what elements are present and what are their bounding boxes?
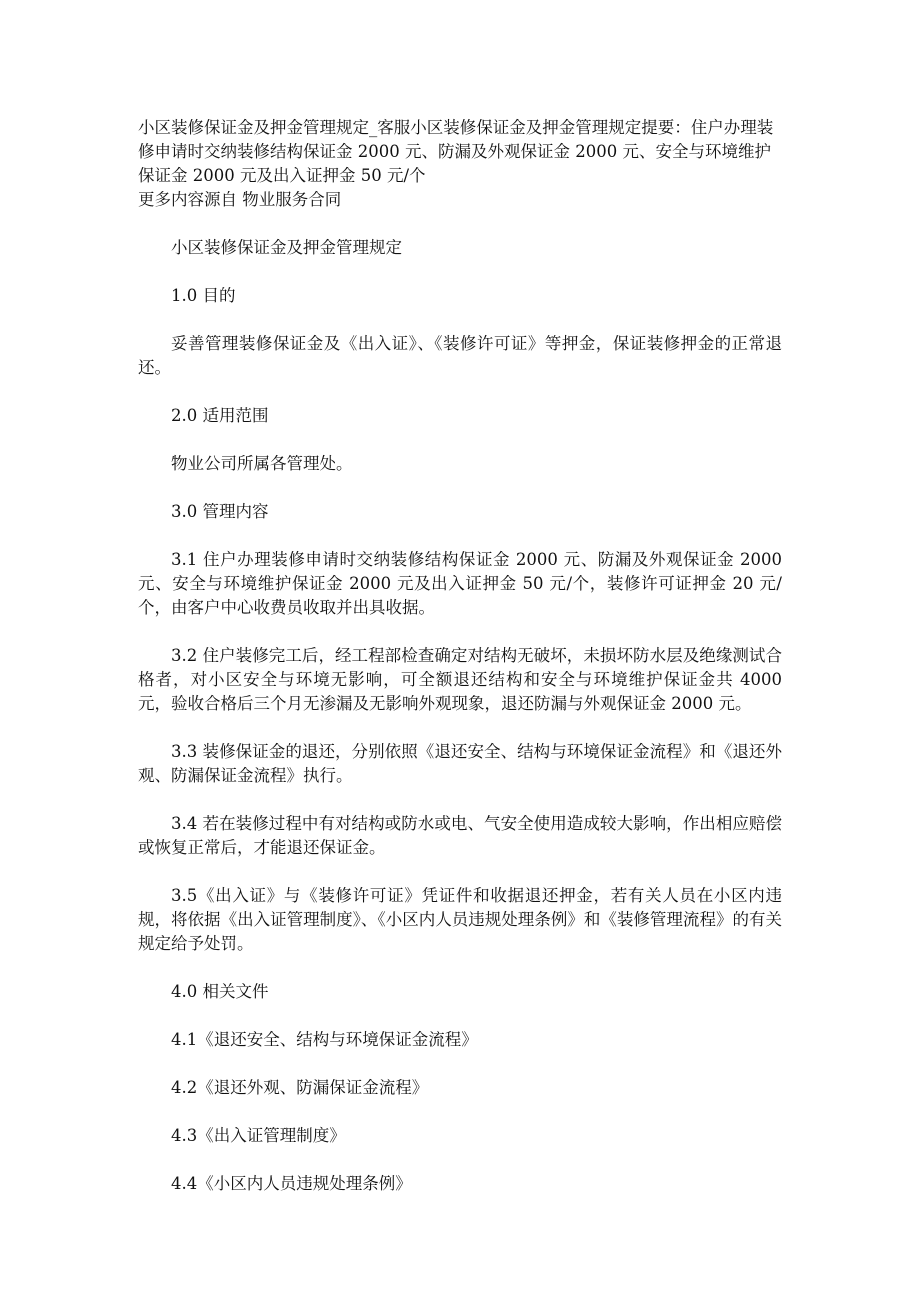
section-heading: 1.0 目的 xyxy=(171,286,236,305)
intro-summary: 小区装修保证金及押金管理规定_客服小区装修保证金及押金管理规定提要：住户办理装修申请时交纳装修结构保证金 2000 元、防漏及外观保证金 2000 元、安全与环境维护保证金 2000 元及出入证押金 50 元/个 xyxy=(138,118,774,185)
document-body xyxy=(138,236,782,1196)
related-document-item: 4.1《退还安全、结构与环境保证金流程》 xyxy=(171,1030,478,1049)
section-heading: 2.0 适用范围 xyxy=(171,406,269,425)
section-heading: 3.0 管理内容 xyxy=(171,502,269,521)
section-heading: 4.0 相关文件 xyxy=(171,982,269,1001)
intro-source: 更多内容源自 物业服务合同 xyxy=(138,190,342,209)
document-title: 小区装修保证金及押金管理规定 xyxy=(171,238,402,257)
paragraph: 3.1 住户办理装修申请时交纳装修结构保证金 2000 元、防漏及外观保证金 2000 元、安全与环境维护保证金 2000 元及出入证押金 50 元/个，装修许可证押金 20 元/个，由客户中心收费员收取并出具收据。 xyxy=(138,550,782,617)
paragraph: 妥善管理装修保证金及《出入证》、《装修许可证》等押金，保证装修押金的正常退还。 xyxy=(138,334,782,377)
document-intro xyxy=(138,116,782,212)
related-document-item: 4.2《退还外观、防漏保证金流程》 xyxy=(171,1078,429,1097)
paragraph: 物业公司所属各管理处。 xyxy=(171,454,353,473)
paragraph: 3.4 若在装修过程中有对结构或防水或电、气安全使用造成较大影响，作出相应赔偿或恢复正常后，才能退还保证金。 xyxy=(138,814,782,857)
paragraph: 3.5《出入证》与《装修许可证》凭证件和收据退还押金，若有关人员在小区内违规，将依据《出入证管理制度》、《小区内人员违规处理条例》和《装修管理流程》的有关规定给予处罚。 xyxy=(138,886,782,953)
paragraph: 3.3 装修保证金的退还，分别依照《退还安全、结构与环境保证金流程》和《退还外观、防漏保证金流程》执行。 xyxy=(138,742,782,785)
related-document-item: 4.4《小区内人员违规处理条例》 xyxy=(171,1174,412,1193)
paragraph: 3.2 住户装修完工后，经工程部检查确定对结构无破坏，未损坏防水层及绝缘测试合格者，对小区安全与环境无影响，可全额退还结构和安全与环境维护保证金共 4000 元，验收合格后三个月无渗漏及无影响外观现象，退还防漏与外观保证金 2000 元。 xyxy=(138,646,782,713)
document-page xyxy=(138,116,782,1196)
related-document-item: 4.3《出入证管理制度》 xyxy=(171,1126,346,1145)
